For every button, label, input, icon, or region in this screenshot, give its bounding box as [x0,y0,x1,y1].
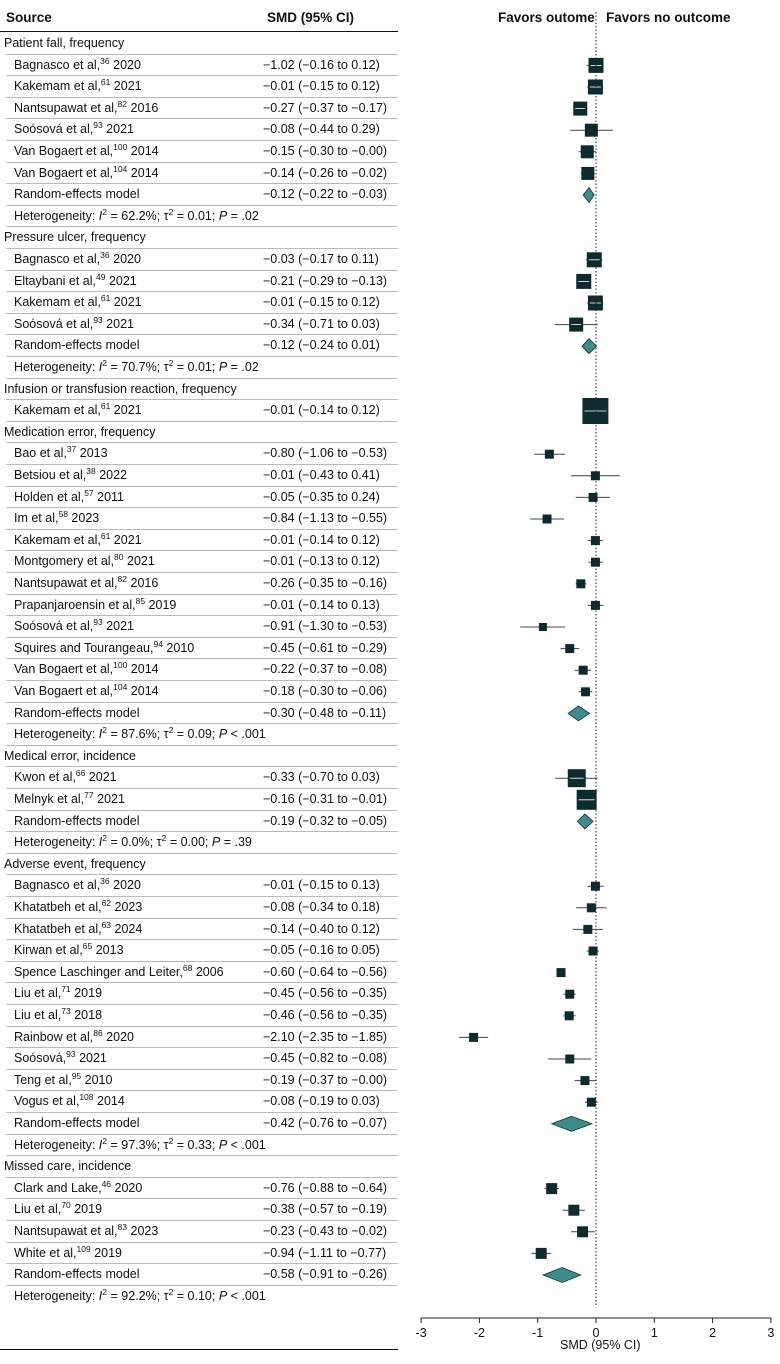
study-ci-text: −0.45 (−0.82 to −0.08) [263,1051,388,1066]
study-author: Soósová et al, [14,316,94,331]
pooled-diamond [552,1116,592,1131]
group-title: Adverse event, frequency [4,856,146,871]
study-author: White et al, [14,1245,77,1260]
het-p-symbol: P [218,727,228,742]
study-square [579,666,588,675]
study-reference: 82 [117,98,128,109]
study-year: 2014 [127,662,159,677]
study-square [576,579,585,588]
study-author: Melnyk et al, [14,792,85,806]
study-reference: 62 [101,898,112,908]
study-square [543,515,552,524]
study-author: Bagnasco et al, [14,57,101,72]
study-ci-text: −0.21 (−0.29 to −0.13) [263,273,388,288]
het-i-exp: 2 [102,1286,107,1297]
het-i-exp: 2 [102,725,107,736]
study-year: 2021 [93,792,125,806]
study-ci-text: −0.01 (−0.14 to 0.12) [263,532,380,547]
study-reference: 68 [182,962,193,973]
het-p-value: < .001 [227,727,266,742]
study-author: Vogus et al, [14,1094,80,1109]
het-tau-exp: 2 [168,1286,174,1297]
study-reference: 61 [100,401,111,412]
study-author: Kakemam et al, [14,532,101,547]
study-author: Rainbow et al, [14,1029,94,1044]
study-year: 2019 [70,1202,103,1217]
het-i2: = 70.7%; τ [107,360,169,374]
study-reference: 49 [96,271,106,282]
x-tick-label: -3 [415,1326,427,1340]
study-ci-text: −0.16 (−0.31 to −0.01) [263,792,388,806]
study-square [546,1183,557,1194]
het-i-exp: 2 [102,1135,107,1146]
study-year: 2020 [102,1029,134,1044]
study-reference: 93 [93,120,103,131]
x-axis-label: SMD (95% CI) [560,1338,641,1352]
study-reference: 36 [100,876,110,887]
het-i2: = 87.6%; τ [107,727,169,742]
study-ci-text: −0.08 (−0.44 to 0.29) [263,122,380,137]
study-author: Van Bogaert et al, [14,662,114,677]
header-smd: SMD (95% CI) [267,10,355,25]
study-square [565,990,574,999]
study-author: Khatatbeh et al, [14,921,102,936]
study-reference: 38 [86,466,96,476]
study-year: 2022 [95,468,128,482]
study-reference: 58 [58,509,68,520]
study-author: Betsiou et al, [14,468,87,482]
study-author: Kakemam et al, [14,403,101,418]
group-title: Medical error, incidence [4,748,137,763]
study-reference: 36 [100,55,110,66]
group-title: Patient fall, frequency [4,36,125,50]
study-reference: 100 [113,660,128,671]
study-year: 2021 [102,122,134,137]
study-year: 2021 [85,770,117,785]
study-ci-text: −0.08 (−0.19 to 0.03) [263,1094,380,1109]
study-year: 2010 [81,1072,113,1087]
x-tick-label: 1 [650,1326,658,1340]
study-author: Squires and Tourangeau, [14,640,154,655]
study-author: Liu et al, [14,1202,62,1217]
pooled-ci-text: −0.12 (−0.24 to 0.01) [263,338,380,353]
study-square [591,471,600,480]
study-ci-text: −0.45 (−0.61 to −0.29) [263,640,388,655]
study-reference: 61 [100,293,111,304]
study-year: 2010 [162,640,195,655]
het-i-symbol: I [98,1137,103,1152]
study-author: Bagnasco et al, [14,878,101,893]
study-ci-text: −0.46 (−0.56 to −0.35) [263,1008,388,1022]
study-square [591,601,600,610]
study-reference: 77 [84,790,94,800]
het-i-symbol: I [98,835,103,850]
study-year: 2021 [110,79,142,94]
study-year: 2024 [111,921,143,936]
het-i2: = 62.2%; τ [107,208,169,223]
study-year: 2021 [110,532,142,547]
study-square [591,558,600,567]
study-year: 2021 [110,403,142,418]
x-tick-label: 0 [592,1326,600,1340]
het-p-value: = .39 [220,835,252,850]
study-ci-text: −0.27 (−0.37 to −0.17) [263,100,388,115]
het-prefix: Heterogeneity: [14,360,99,374]
study-reference: 61 [100,77,111,88]
study-ci-text: −2.10 (−2.35 to −1.85) [263,1029,388,1044]
study-ci-text: −0.15 (−0.30 to −0.00) [263,144,388,158]
study-author: Nantsupawat et al, [14,100,118,115]
het-tau-exp: 2 [161,833,167,844]
study-reference: 109 [76,1243,91,1254]
study-reference: 85 [135,595,146,606]
study-year: 2021 [75,1051,107,1066]
pooled-label: Random-effects model [14,1116,140,1130]
study-author: Holden et al, [14,489,85,504]
het-tau-exp: 2 [168,358,174,368]
study-reference: 61 [100,530,111,541]
study-reference: 80 [114,552,124,563]
study-square [580,1076,589,1085]
study-ci-text: −0.19 (−0.37 to −0.00) [263,1072,388,1087]
study-square [591,536,600,545]
study-ci-text: −0.05 (−0.16 to 0.05) [263,943,380,958]
study-year: 2014 [93,1094,125,1109]
study-year: 2014 [127,144,159,158]
study-year: 2021 [102,316,134,331]
pooled-diamond [583,188,594,203]
pooled-label: Random-effects model [14,187,140,202]
study-year: 2021 [123,554,155,569]
x-tick-label: -2 [473,1326,485,1340]
study-reference: 108 [79,1092,94,1103]
study-author: Prapanjaroensin et al, [14,597,136,612]
study-ci-text: −1.02 (−0.16 to 0.12) [263,57,380,72]
study-square [587,903,596,912]
study-ci-text: −0.03 (−0.17 to 0.11) [263,252,379,266]
study-reference: 65 [82,941,93,952]
study-ci-text: −0.18 (−0.30 to −0.06) [263,684,388,698]
study-reference: 36 [100,250,110,260]
study-author: Eltaybani et al, [14,273,96,288]
study-reference: 73 [61,1006,71,1016]
study-ci-text: −0.38 (−0.57 to −0.19) [263,1202,388,1217]
study-author: Teng et al, [14,1072,72,1087]
study-author: Bagnasco et al, [14,252,101,266]
het-p-value: = .02 [227,360,259,374]
het-tau-exp: 2 [168,206,174,217]
het-tau-exp: 2 [168,1135,174,1146]
study-author: Soósová et al, [14,122,94,137]
group-title: Medication error, frequency [4,424,156,439]
study-reference: 104 [113,682,128,692]
study-year: 2016 [127,100,159,115]
het-i2: = 0.0%; τ [107,835,162,850]
het-prefix: Heterogeneity: [14,727,99,742]
pooled-diamond [577,814,593,829]
study-year: 2020 [109,252,141,266]
x-tick-label: 3 [767,1326,775,1340]
header-favors-no-outcome: Favors no outcome [606,10,731,25]
study-square [581,167,594,180]
pooled-label: Random-effects model [14,705,140,720]
study-reference: 86 [93,1027,103,1038]
study-square [539,623,547,631]
study-ci-text: −0.01 (−0.13 to 0.12) [263,554,380,569]
study-ci-text: −0.01 (−0.15 to 0.12) [263,79,380,94]
study-ci-text: −0.01 (−0.14 to 0.13) [263,597,380,612]
study-square [565,644,574,653]
study-year: 2020 [111,1180,143,1195]
study-reference: 82 [117,574,128,584]
group-title: Missed care, incidence [4,1159,132,1174]
het-i-symbol: I [98,1288,103,1303]
het-prefix: Heterogeneity: [14,835,99,850]
study-author: Im et al, [14,511,59,526]
het-prefix: Heterogeneity: [14,208,99,223]
study-square [565,1011,574,1020]
het-i-exp: 2 [102,358,107,368]
study-reference: 93 [66,1049,76,1060]
study-author: Liu et al, [14,1008,62,1022]
study-author: Kakemam et al, [14,295,101,310]
study-reference: 57 [84,487,94,498]
het-p-symbol: P [218,1137,228,1152]
het-tau2: = 0.01; [173,360,219,374]
study-author: Van Bogaert et al, [14,684,114,698]
het-p-value: < .001 [227,1137,266,1152]
study-square [536,1248,547,1259]
pooled-ci-text: −0.58 (−0.91 to −0.26) [263,1267,388,1282]
study-author: Van Bogaert et al, [14,144,114,158]
study-author: Van Bogaert et al, [14,165,114,180]
study-square [583,925,592,934]
het-i-exp: 2 [102,206,107,217]
study-reference: 37 [66,444,77,455]
study-author: Khatatbeh et al, [14,900,102,914]
study-square [557,968,566,977]
study-ci-text: −0.22 (−0.37 to −0.08) [263,662,388,677]
study-year: 2021 [102,619,134,634]
study-year: 2021 [110,295,142,310]
het-i-symbol: I [98,727,103,742]
het-p-symbol: P [218,1288,228,1303]
study-year: 2014 [127,684,159,698]
header-favors-outcome: Favors outome [498,10,595,25]
study-year: 2023 [111,900,143,914]
study-reference: 66 [75,768,86,779]
het-tau2: = 0.33; [173,1137,219,1152]
study-ci-text: −0.23 (−0.43 to −0.02) [263,1224,388,1238]
study-ci-text: −0.84 (−1.13 to −0.55) [263,511,388,526]
x-tick-label: 2 [709,1326,717,1340]
het-tau2: = 0.00; [166,835,212,850]
het-p-symbol: P [211,835,221,850]
study-ci-text: −0.34 (−0.71 to 0.03) [263,316,380,331]
study-author: Nantsupawat et al, [14,576,118,590]
study-reference: 95 [71,1070,82,1081]
study-ci-text: −0.01 (−0.15 to 0.12) [263,295,380,310]
study-year: 2019 [90,1245,122,1260]
study-year: 2011 [93,489,125,504]
pooled-label: Random-effects model [14,1267,140,1282]
study-year: 2023 [67,511,100,526]
study-reference: 71 [61,984,71,995]
study-year: 2013 [92,943,124,958]
study-square [469,1033,478,1042]
study-author: Soósová, [14,1051,67,1066]
study-author: Kirwan et al, [14,943,83,958]
het-i-symbol: I [98,208,103,223]
study-year: 2013 [76,446,108,461]
het-i-exp: 2 [102,833,107,844]
study-square [591,882,600,891]
pooled-diamond [582,339,597,354]
study-year: 2014 [127,165,159,180]
study-ci-text: −0.60 (−0.64 to −0.56) [263,964,388,979]
study-author: Liu et al, [14,986,62,1001]
het-i2: = 92.2%; τ [107,1288,169,1303]
study-ci-text: −0.45 (−0.56 to −0.35) [263,986,388,1001]
pooled-ci-text: −0.42 (−0.76 to −0.07) [263,1116,388,1130]
study-ci-text: −0.01 (−0.43 to 0.41) [263,468,380,482]
study-ci-text: −0.01 (−0.15 to 0.13) [263,878,380,893]
study-author: Kwon et al, [14,770,76,785]
study-square [589,493,598,502]
study-author: Spence Laschinger and Leiter, [14,964,183,979]
het-prefix: Heterogeneity: [14,1288,99,1303]
study-reference: 46 [101,1178,112,1189]
study-reference: 93 [93,617,103,628]
pooled-ci-text: −0.19 (−0.32 to −0.05) [263,813,388,828]
het-i2: = 97.3%; τ [107,1137,169,1152]
study-square [581,145,594,158]
study-ci-text: −0.26 (−0.35 to −0.16) [263,576,388,590]
study-year: 2021 [105,273,137,288]
study-author: Soósová et al, [14,619,94,634]
header-source: Source [6,10,52,25]
study-square [545,450,554,459]
het-tau2: = 0.01; [173,208,219,223]
study-year: 2016 [127,576,159,590]
pooled-ci-text: −0.30 (−0.48 to −0.11) [263,705,387,720]
study-year: 2020 [109,878,141,893]
het-tau-exp: 2 [168,725,174,736]
study-square [577,1226,588,1237]
study-square [565,1055,574,1064]
study-reference: 100 [113,142,128,152]
study-reference: 70 [61,1200,71,1211]
study-author: Kakemam et al, [14,79,101,94]
pooled-label: Random-effects model [14,813,140,828]
study-ci-text: −0.14 (−0.26 to −0.02) [263,165,388,180]
study-square [568,1205,579,1216]
study-square [581,687,590,696]
het-p-symbol: P [218,360,228,374]
pooled-diamond [568,706,590,721]
study-author: Nantsupawat et al, [14,1224,118,1238]
study-ci-text: −0.05 (−0.35 to 0.24) [263,489,380,504]
study-ci-text: −0.91 (−1.30 to −0.53) [263,619,388,634]
x-tick-label: -1 [532,1326,544,1340]
het-p-value: = .02 [227,208,259,223]
het-prefix: Heterogeneity: [14,1137,99,1152]
pooled-label: Random-effects model [14,338,140,353]
study-reference: 104 [113,163,128,174]
pooled-diamond [543,1268,581,1283]
study-ci-text: −0.08 (−0.34 to 0.18) [263,900,380,914]
study-author: Bao et al, [14,446,67,461]
het-p-symbol: P [218,208,228,223]
group-title: Infusion or transfusion reaction, frequency [4,381,237,396]
study-square [587,1098,596,1107]
study-reference: 93 [93,314,103,325]
group-title: Pressure ulcer, frequency [4,230,146,245]
study-reference: 63 [101,919,112,930]
study-reference: 94 [153,638,163,649]
study-year: 2019 [145,597,177,612]
study-year: 2006 [192,964,224,979]
study-author: Clark and Lake, [14,1180,102,1195]
study-author: Montgomery et al, [14,554,115,569]
study-ci-text: −0.94 (−1.11 to −0.77) [263,1245,387,1260]
study-ci-text: −0.14 (−0.40 to 0.12) [263,921,380,936]
study-ci-text: −0.33 (−0.70 to 0.03) [263,770,380,785]
study-reference: 83 [117,1222,128,1232]
study-ci-text: −0.76 (−0.88 to −0.64) [263,1180,388,1195]
study-year: 2020 [109,57,141,72]
study-year: 2018 [70,1008,103,1022]
study-ci-text: −0.80 (−1.06 to −0.53) [263,446,388,461]
het-tau2: = 0.09; [173,727,219,742]
het-tau2: = 0.10; [173,1288,219,1303]
study-year: 2023 [127,1224,159,1238]
het-i-symbol: I [98,360,103,374]
study-ci-text: −0.01 (−0.14 to 0.12) [263,403,380,418]
pooled-ci-text: −0.12 (−0.22 to −0.03) [263,187,388,202]
het-p-value: < .001 [227,1288,266,1303]
study-year: 2019 [70,986,103,1001]
